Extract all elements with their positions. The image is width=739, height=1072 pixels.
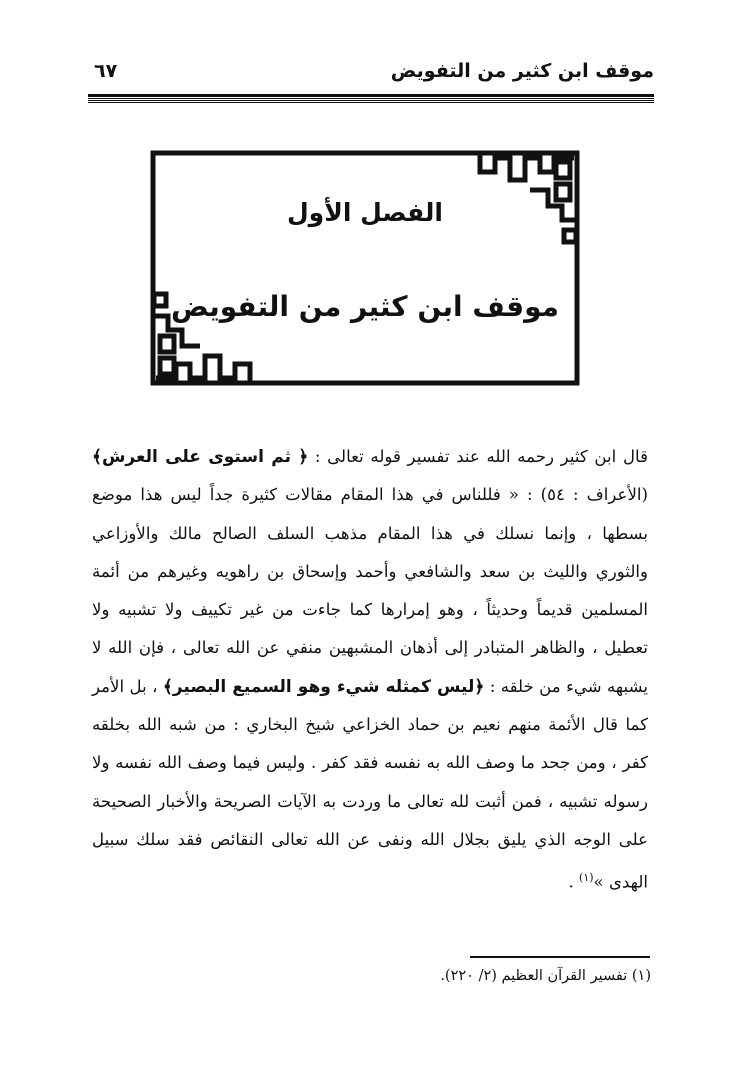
chapter-frame (150, 150, 580, 386)
page-header (88, 56, 654, 96)
chapter-title: موقف ابن كثير من التفويض (171, 290, 559, 323)
page-number: ٦٧ (94, 60, 118, 82)
quran-verse-2: ﴿ليس كمثله شيء وهو السميع البصير﴾ (162, 676, 485, 697)
chapter-heading: الفصل الأول (286, 198, 444, 227)
footnote-reference: (١) (579, 871, 594, 885)
footnote-rule (470, 956, 650, 958)
running-title: موقف ابن كثير من التفويض (390, 60, 654, 82)
body-text-2: (الأعراف : ٥٤) : « فللناس في هذا المقام مقالات كثيرة جداً ليس هذا موضع بسطها ، وإنما نسلك في هذا المقام مذهب السلف الصالح مالك والأوزاعي والثوري والليث بن سعد والشافعي وأحمد وإسحاق بن راهويه وغيرهم من أئمة المسلمين قديماً وحديثاً ، وهو إمرارها كما جاءت من غير تكييف ولا تشبيه ولا تعطيل ، والظاهر المتبادر إلى أذهان المشبهين منفي عن الله تعالى ، فإن الله لا يشبهه شيء من خلقه : (92, 485, 648, 696)
ornamental-border-icon (150, 150, 580, 386)
body-text-end: . (568, 872, 580, 892)
body-text-3: ، بل الأمر كما قال الأئمة منهم نعيم بن حماد الخزاعي شيخ البخاري : من شبه الله بخلقه كفر ، ومن جحد ما وصف الله به نفسه فقد كفر . وليس فيما وصف الله نفسه ولا رسوله تشبيه ، فمن أثبت لله تعالى ما وردت به الآيات الصريحة والأخبار الصحيحة على الوجه الذي يليق بجلال الله ونفى عن الله تعالى النقائص فقد سلك سبيل الهدى » (92, 676, 648, 892)
footnote: (١) تفسير القرآن العظيم (٢/ ٢٢٠). (440, 968, 651, 984)
body-paragraph (92, 438, 648, 902)
body-text-1: قال ابن كثير رحمه الله عند تفسير قوله تعالى : (308, 447, 649, 466)
quran-verse-1: ﴿ ثم استوى على العرش﴾ (92, 447, 309, 467)
header-rule (88, 94, 654, 104)
